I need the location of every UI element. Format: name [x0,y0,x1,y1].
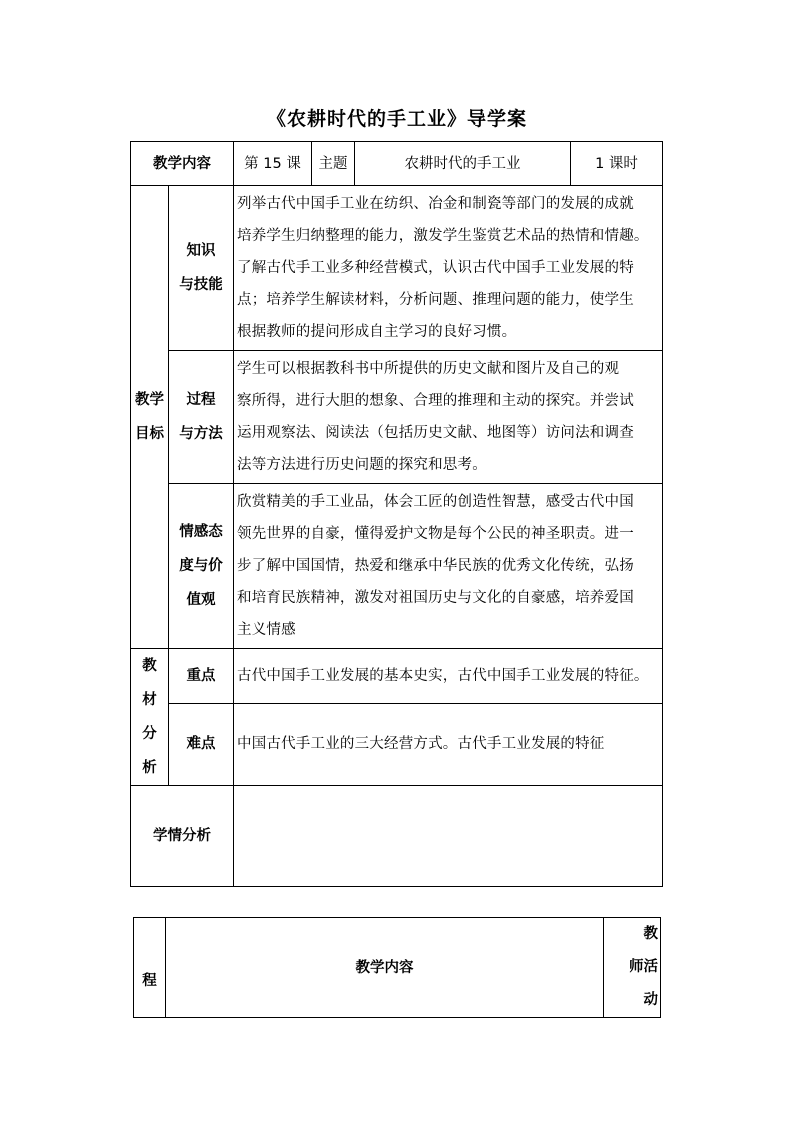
process-label-line: 过程 [186,392,216,408]
student-analysis-content [234,786,663,887]
knowledge-skills-text [234,186,663,351]
analysis-label-line: 析 [142,760,157,776]
text-line: 学生可以根据教科书中所提供的历史文献和图片及自己的观 [237,361,620,377]
text-line: 法等方法进行历史问题的探究和思考。 [237,457,487,473]
emotion-label-line: 度与价 [179,558,223,574]
text-line: 和培育民族精神，激发对祖国历史与文化的自豪感，培养爱国 [237,590,634,606]
topic-value: 农耕时代的手工业 [355,142,571,186]
text-line: 培养学生归纳整理的能力，激发学生鉴赏艺术品的热情和情趣。 [237,228,649,244]
knowledge-skills-label [169,186,234,351]
process-stage-label: 程 [134,918,166,1018]
teacher-activity-label [604,918,661,1018]
text-line: 了解古代手工业多种经营模式，认识古代中国手工业发展的特 [237,260,634,276]
emotion-values-row [131,484,663,649]
header-row [131,142,663,186]
process-content-label: 教学内容 [166,918,604,1018]
teacher-activity-line: 教 [643,926,658,942]
key-point-row [131,649,663,704]
lesson-number: 第 15 课 [234,142,312,186]
text-line: 列举古代中国手工业在纺织、冶金和制瓷等部门的发展的成就 [237,196,634,212]
teacher-activity-line: 师活 [629,959,658,975]
teaching-goals-label [131,186,169,649]
emotion-label-line: 值观 [186,592,216,608]
emotion-values-label [169,484,234,649]
topic-label: 主题 [312,142,355,186]
knowledge-row [131,186,663,351]
analysis-label-line: 教 [142,658,157,674]
text-line: 欣赏精美的手工业品，体会工匠的创造性智慧，感受古代中国 [237,494,634,510]
knowledge-label-line: 知识 [186,243,216,259]
student-analysis-label: 学情分析 [131,786,234,887]
page-title: 《农耕时代的手工业》导学案 [266,108,527,130]
key-point-label: 重点 [169,649,234,704]
text-line: 根据教师的提问形成自主学习的良好习惯。 [237,324,517,340]
analysis-label-line: 分 [142,726,157,742]
student-analysis-row [131,786,663,887]
teacher-activity-line: 动 [643,992,658,1008]
knowledge-label-line: 与技能 [179,277,223,293]
teaching-content-label: 教学内容 [131,142,234,186]
text-line: 运用观察法、阅读法（包括历史文献、地图等）访问法和调查 [237,425,634,441]
emotion-values-text [234,484,663,649]
teaching-process-table [133,917,661,1018]
key-point-text: 古代中国手工业发展的基本史实，古代中国手工业发展的特征。 [234,649,663,704]
material-analysis-label [131,649,169,786]
process-header-row [134,918,661,1018]
analysis-label-line: 材 [142,692,157,708]
process-method-text [234,351,663,484]
difficulty-row [131,703,663,785]
emotion-label-line: 情感态 [179,524,223,540]
text-line: 察所得，进行大胆的想象、合理的推理和主动的探究。并尝试 [237,393,634,409]
difficulty-text: 中国古代手工业的三大经营方式。古代手工业发展的特征 [234,703,663,785]
class-hours: 1 课时 [571,142,663,186]
text-line: 领先世界的自豪，懂得爱护文物是每个公民的神圣职责。进一 [237,526,634,542]
text-line: 步了解中国国情，热爱和继承中华民族的优秀文化传统，弘扬 [237,558,634,574]
process-label-line: 与方法 [179,426,223,442]
goals-label-line: 教学 [135,392,164,408]
process-method-row [131,351,663,484]
difficulty-label: 难点 [169,703,234,785]
text-line: 主义情感 [237,622,296,638]
text-line: 点；培养学生解读材料，分析问题、推理问题的能力，使学生 [237,292,634,308]
process-method-label [169,351,234,484]
goals-label-line: 目标 [135,426,164,442]
lesson-plan-table [130,141,663,887]
